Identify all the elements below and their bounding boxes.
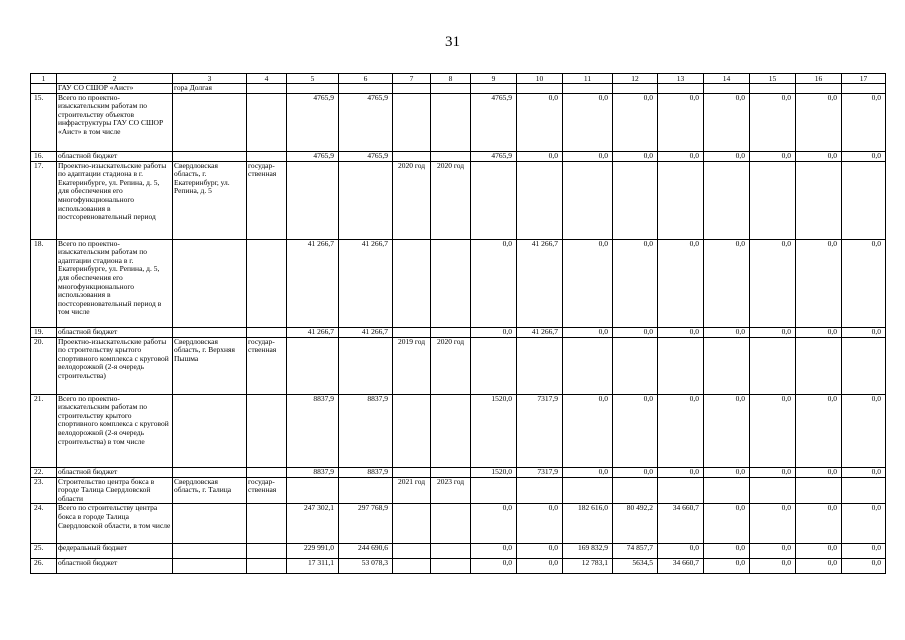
col16-value (796, 337, 842, 394)
col13-value: 0,0 (658, 544, 704, 559)
col13-value: 0,0 (658, 151, 704, 161)
col16-value: 0,0 (796, 504, 842, 544)
location (173, 544, 247, 559)
col15-value: 0,0 (750, 544, 796, 559)
col10-value: 0,0 (517, 559, 563, 574)
col9-value: 1520,0 (471, 394, 517, 467)
col-header: 11 (563, 74, 613, 84)
cost-current: 8837,9 (339, 467, 393, 477)
location (173, 559, 247, 574)
col17-value: 0,0 (842, 239, 886, 327)
row-number: 18. (31, 239, 57, 327)
header-row (31, 74, 886, 84)
table-cell (613, 84, 658, 94)
table-cell (431, 84, 471, 94)
col11-value: 169 832,9 (563, 544, 613, 559)
col-header: 1 (31, 74, 57, 84)
col17-value (842, 477, 886, 504)
col14-value: 0,0 (704, 394, 750, 467)
col11-value: 0,0 (563, 327, 613, 337)
col12-value: 0,0 (613, 327, 658, 337)
table-cell (247, 84, 287, 94)
item-name: Всего по проектно-изыскательским работам по строительству объектов инфраструктуры ГАУ СО СШОР «Аист» в том числе (57, 93, 173, 151)
table-row (31, 544, 886, 559)
ownership (247, 394, 287, 467)
ownership: государ-ственная (247, 337, 287, 394)
col17-value: 0,0 (842, 504, 886, 544)
start-year (393, 559, 431, 574)
end-year (431, 239, 471, 327)
item-name: Строительство центра бокса в городе Талица Свердловской области (57, 477, 173, 504)
location (173, 394, 247, 467)
col11-value: 0,0 (563, 93, 613, 151)
row-number: 16. (31, 151, 57, 161)
col14-value (704, 477, 750, 504)
row-number: 20. (31, 337, 57, 394)
ownership: государ-ственная (247, 477, 287, 504)
end-year (431, 504, 471, 544)
page-number: 31 (445, 34, 460, 50)
col11-value (563, 337, 613, 394)
col16-value (796, 477, 842, 504)
location (173, 151, 247, 161)
cost-current (339, 161, 393, 239)
col17-value (842, 161, 886, 239)
location (173, 239, 247, 327)
col12-value: 5634,5 (613, 559, 658, 574)
cost-total: 8837,9 (287, 394, 339, 467)
col17-value (842, 337, 886, 394)
start-year (393, 544, 431, 559)
table-row (31, 477, 886, 504)
cost-total: 41 266,7 (287, 327, 339, 337)
cost-total (287, 161, 339, 239)
table-row (31, 239, 886, 327)
col13-value: 34 660,7 (658, 504, 704, 544)
end-year (431, 93, 471, 151)
col9-value: 4765,9 (471, 151, 517, 161)
end-year (431, 327, 471, 337)
table-cell (287, 84, 339, 94)
cost-total: 229 991,0 (287, 544, 339, 559)
col-header: 2 (57, 74, 173, 84)
table-cell (796, 84, 842, 94)
table-body (31, 74, 886, 574)
end-year: 2020 год (431, 161, 471, 239)
end-year (431, 544, 471, 559)
location (173, 93, 247, 151)
start-year (393, 93, 431, 151)
table-row (31, 151, 886, 161)
row-number: 15. (31, 93, 57, 151)
col-header: 17 (842, 74, 886, 84)
col-header: 15 (750, 74, 796, 84)
col14-value: 0,0 (704, 559, 750, 574)
col13-value: 34 660,7 (658, 559, 704, 574)
start-year: 2020 год (393, 161, 431, 239)
table-row (31, 559, 886, 574)
col-header: 4 (247, 74, 287, 84)
cost-current: 4765,9 (339, 93, 393, 151)
start-year (393, 394, 431, 467)
end-year (431, 151, 471, 161)
ownership (247, 239, 287, 327)
col9-value: 0,0 (471, 239, 517, 327)
start-year (393, 327, 431, 337)
col16-value: 0,0 (796, 559, 842, 574)
col14-value (704, 161, 750, 239)
row-number: 26. (31, 559, 57, 574)
table-row (31, 161, 886, 239)
table-row (31, 504, 886, 544)
cost-current: 297 768,9 (339, 504, 393, 544)
col-header: 7 (393, 74, 431, 84)
col12-value: 0,0 (613, 467, 658, 477)
row-number: 19. (31, 327, 57, 337)
col16-value: 0,0 (796, 467, 842, 477)
col10-value: 0,0 (517, 544, 563, 559)
item-name: областной бюджет (57, 327, 173, 337)
table-cell (704, 84, 750, 94)
col15-value: 0,0 (750, 394, 796, 467)
col-header: 14 (704, 74, 750, 84)
col14-value (704, 337, 750, 394)
table-cell: гора Долгая (173, 84, 247, 94)
col11-value: 0,0 (563, 467, 613, 477)
col10-value: 0,0 (517, 504, 563, 544)
col15-value: 0,0 (750, 239, 796, 327)
col12-value: 0,0 (613, 151, 658, 161)
col16-value (796, 161, 842, 239)
table-cell (31, 84, 57, 94)
col16-value: 0,0 (796, 151, 842, 161)
table-cell: ГАУ СО СШОР «Аист» (57, 84, 173, 94)
col9-value: 0,0 (471, 544, 517, 559)
table-cell (471, 84, 517, 94)
col-header: 12 (613, 74, 658, 84)
col15-value: 0,0 (750, 504, 796, 544)
row-number: 17. (31, 161, 57, 239)
col11-value: 0,0 (563, 151, 613, 161)
col15-value: 0,0 (750, 327, 796, 337)
ownership (247, 151, 287, 161)
col13-value (658, 337, 704, 394)
start-year (393, 151, 431, 161)
col13-value: 0,0 (658, 394, 704, 467)
item-name: Всего по проектно-изыскательским работам по строительству крытого спортивного комплекса с круговой велодорожкой (2-я очередь строительства) в том числе (57, 394, 173, 467)
col-header: 9 (471, 74, 517, 84)
cost-total: 41 266,7 (287, 239, 339, 327)
cost-current: 4765,9 (339, 151, 393, 161)
col9-value: 0,0 (471, 559, 517, 574)
col10-value: 41 266,7 (517, 327, 563, 337)
col12-value: 74 857,7 (613, 544, 658, 559)
end-year (431, 467, 471, 477)
col9-value: 4765,9 (471, 93, 517, 151)
item-name: областной бюджет (57, 151, 173, 161)
col-header: 8 (431, 74, 471, 84)
col12-value (613, 337, 658, 394)
table-cell (393, 84, 431, 94)
col11-value (563, 477, 613, 504)
item-name: Проектно-изыскательские работы по адаптации стадиона в г. Екатеринбурге, ул. Репина, д. 5, для обеспечения его многофункционального использования в постсоревновательный период (57, 161, 173, 239)
end-year: 2020 год (431, 337, 471, 394)
col15-value: 0,0 (750, 467, 796, 477)
col10-value (517, 161, 563, 239)
cost-current: 41 266,7 (339, 327, 393, 337)
col12-value (613, 477, 658, 504)
row-number: 22. (31, 467, 57, 477)
table-row (31, 394, 886, 467)
col10-value: 0,0 (517, 151, 563, 161)
col11-value: 0,0 (563, 394, 613, 467)
start-year (393, 467, 431, 477)
table-cell (563, 84, 613, 94)
end-year: 2023 год (431, 477, 471, 504)
col14-value: 0,0 (704, 504, 750, 544)
col9-value: 1520,0 (471, 467, 517, 477)
table-cell (339, 84, 393, 94)
ownership (247, 504, 287, 544)
col10-value: 7317,9 (517, 467, 563, 477)
col13-value: 0,0 (658, 239, 704, 327)
ownership: государ-ственная (247, 161, 287, 239)
table-cell (750, 84, 796, 94)
item-name: Всего по проектно-изыскательским работам по адаптации стадиона в г. Екатеринбурге, ул. Репина, д. 5, для обеспечения его многофункционального использования в постсоревновательный период в том числе (57, 239, 173, 327)
cost-current: 8837,9 (339, 394, 393, 467)
col15-value (750, 161, 796, 239)
ownership (247, 467, 287, 477)
col17-value: 0,0 (842, 467, 886, 477)
cost-total (287, 477, 339, 504)
start-year: 2021 год (393, 477, 431, 504)
row-number: 25. (31, 544, 57, 559)
col-header: 13 (658, 74, 704, 84)
col14-value: 0,0 (704, 327, 750, 337)
col15-value (750, 477, 796, 504)
col15-value: 0,0 (750, 93, 796, 151)
col9-value: 0,0 (471, 504, 517, 544)
col10-value (517, 337, 563, 394)
col14-value: 0,0 (704, 239, 750, 327)
table-row (31, 84, 886, 94)
cost-current (339, 477, 393, 504)
col-header: 16 (796, 74, 842, 84)
table-row (31, 467, 886, 477)
col16-value: 0,0 (796, 327, 842, 337)
cost-total: 4765,9 (287, 93, 339, 151)
table-cell (517, 84, 563, 94)
table-row (31, 337, 886, 394)
col13-value: 0,0 (658, 93, 704, 151)
col10-value: 41 266,7 (517, 239, 563, 327)
location (173, 467, 247, 477)
col15-value: 0,0 (750, 559, 796, 574)
col-header: 6 (339, 74, 393, 84)
col11-value: 12 783,1 (563, 559, 613, 574)
ownership (247, 93, 287, 151)
col10-value: 0,0 (517, 93, 563, 151)
col13-value (658, 477, 704, 504)
location: Свердловская область, г. Верхняя Пышма (173, 337, 247, 394)
col9-value (471, 477, 517, 504)
location (173, 327, 247, 337)
col16-value: 0,0 (796, 544, 842, 559)
col13-value: 0,0 (658, 327, 704, 337)
col16-value: 0,0 (796, 394, 842, 467)
table-row (31, 327, 886, 337)
start-year (393, 504, 431, 544)
col9-value (471, 161, 517, 239)
location (173, 504, 247, 544)
cost-total: 4765,9 (287, 151, 339, 161)
table-cell (658, 84, 704, 94)
col11-value (563, 161, 613, 239)
col11-value: 0,0 (563, 239, 613, 327)
item-name: Всего по строительству центра бокса в городе Талица Свердловской области, в том числе (57, 504, 173, 544)
col12-value: 80 492,2 (613, 504, 658, 544)
row-number: 24. (31, 504, 57, 544)
col9-value: 0,0 (471, 327, 517, 337)
col16-value: 0,0 (796, 239, 842, 327)
cost-total (287, 337, 339, 394)
col13-value: 0,0 (658, 467, 704, 477)
col17-value: 0,0 (842, 544, 886, 559)
cost-current: 41 266,7 (339, 239, 393, 327)
location: Свердловская область, г. Талица (173, 477, 247, 504)
item-name: Проектно-изыскательские работы по строительству крытого спортивного комплекса с круговой велодорожкой (2-я очередь строительства) (57, 337, 173, 394)
investment-table (30, 73, 886, 574)
col14-value: 0,0 (704, 93, 750, 151)
col17-value: 0,0 (842, 394, 886, 467)
cost-current (339, 337, 393, 394)
col17-value: 0,0 (842, 327, 886, 337)
col14-value: 0,0 (704, 467, 750, 477)
col12-value: 0,0 (613, 93, 658, 151)
col-header: 3 (173, 74, 247, 84)
cost-total: 17 311,1 (287, 559, 339, 574)
col-header: 10 (517, 74, 563, 84)
col15-value (750, 337, 796, 394)
col14-value: 0,0 (704, 151, 750, 161)
col17-value: 0,0 (842, 559, 886, 574)
col11-value: 182 616,0 (563, 504, 613, 544)
item-name: областной бюджет (57, 559, 173, 574)
col10-value (517, 477, 563, 504)
cost-total: 8837,9 (287, 467, 339, 477)
col12-value: 0,0 (613, 239, 658, 327)
col14-value: 0,0 (704, 544, 750, 559)
cost-current: 53 078,3 (339, 559, 393, 574)
col17-value: 0,0 (842, 151, 886, 161)
item-name: федеральный бюджет (57, 544, 173, 559)
col-header: 5 (287, 74, 339, 84)
col10-value: 7317,9 (517, 394, 563, 467)
row-number: 23. (31, 477, 57, 504)
col17-value: 0,0 (842, 93, 886, 151)
ownership (247, 559, 287, 574)
ownership (247, 327, 287, 337)
row-number: 21. (31, 394, 57, 467)
start-year: 2019 год (393, 337, 431, 394)
ownership (247, 544, 287, 559)
table-cell (842, 84, 886, 94)
table-row (31, 93, 886, 151)
start-year (393, 239, 431, 327)
end-year (431, 394, 471, 467)
cost-current: 244 690,6 (339, 544, 393, 559)
location: Свердловская область, г. Екатеринбург, ул. Репина, д. 5 (173, 161, 247, 239)
cost-total: 247 302,1 (287, 504, 339, 544)
col12-value (613, 161, 658, 239)
item-name: областной бюджет (57, 467, 173, 477)
col16-value: 0,0 (796, 93, 842, 151)
col13-value (658, 161, 704, 239)
col9-value (471, 337, 517, 394)
col15-value: 0,0 (750, 151, 796, 161)
col12-value: 0,0 (613, 394, 658, 467)
end-year (431, 559, 471, 574)
